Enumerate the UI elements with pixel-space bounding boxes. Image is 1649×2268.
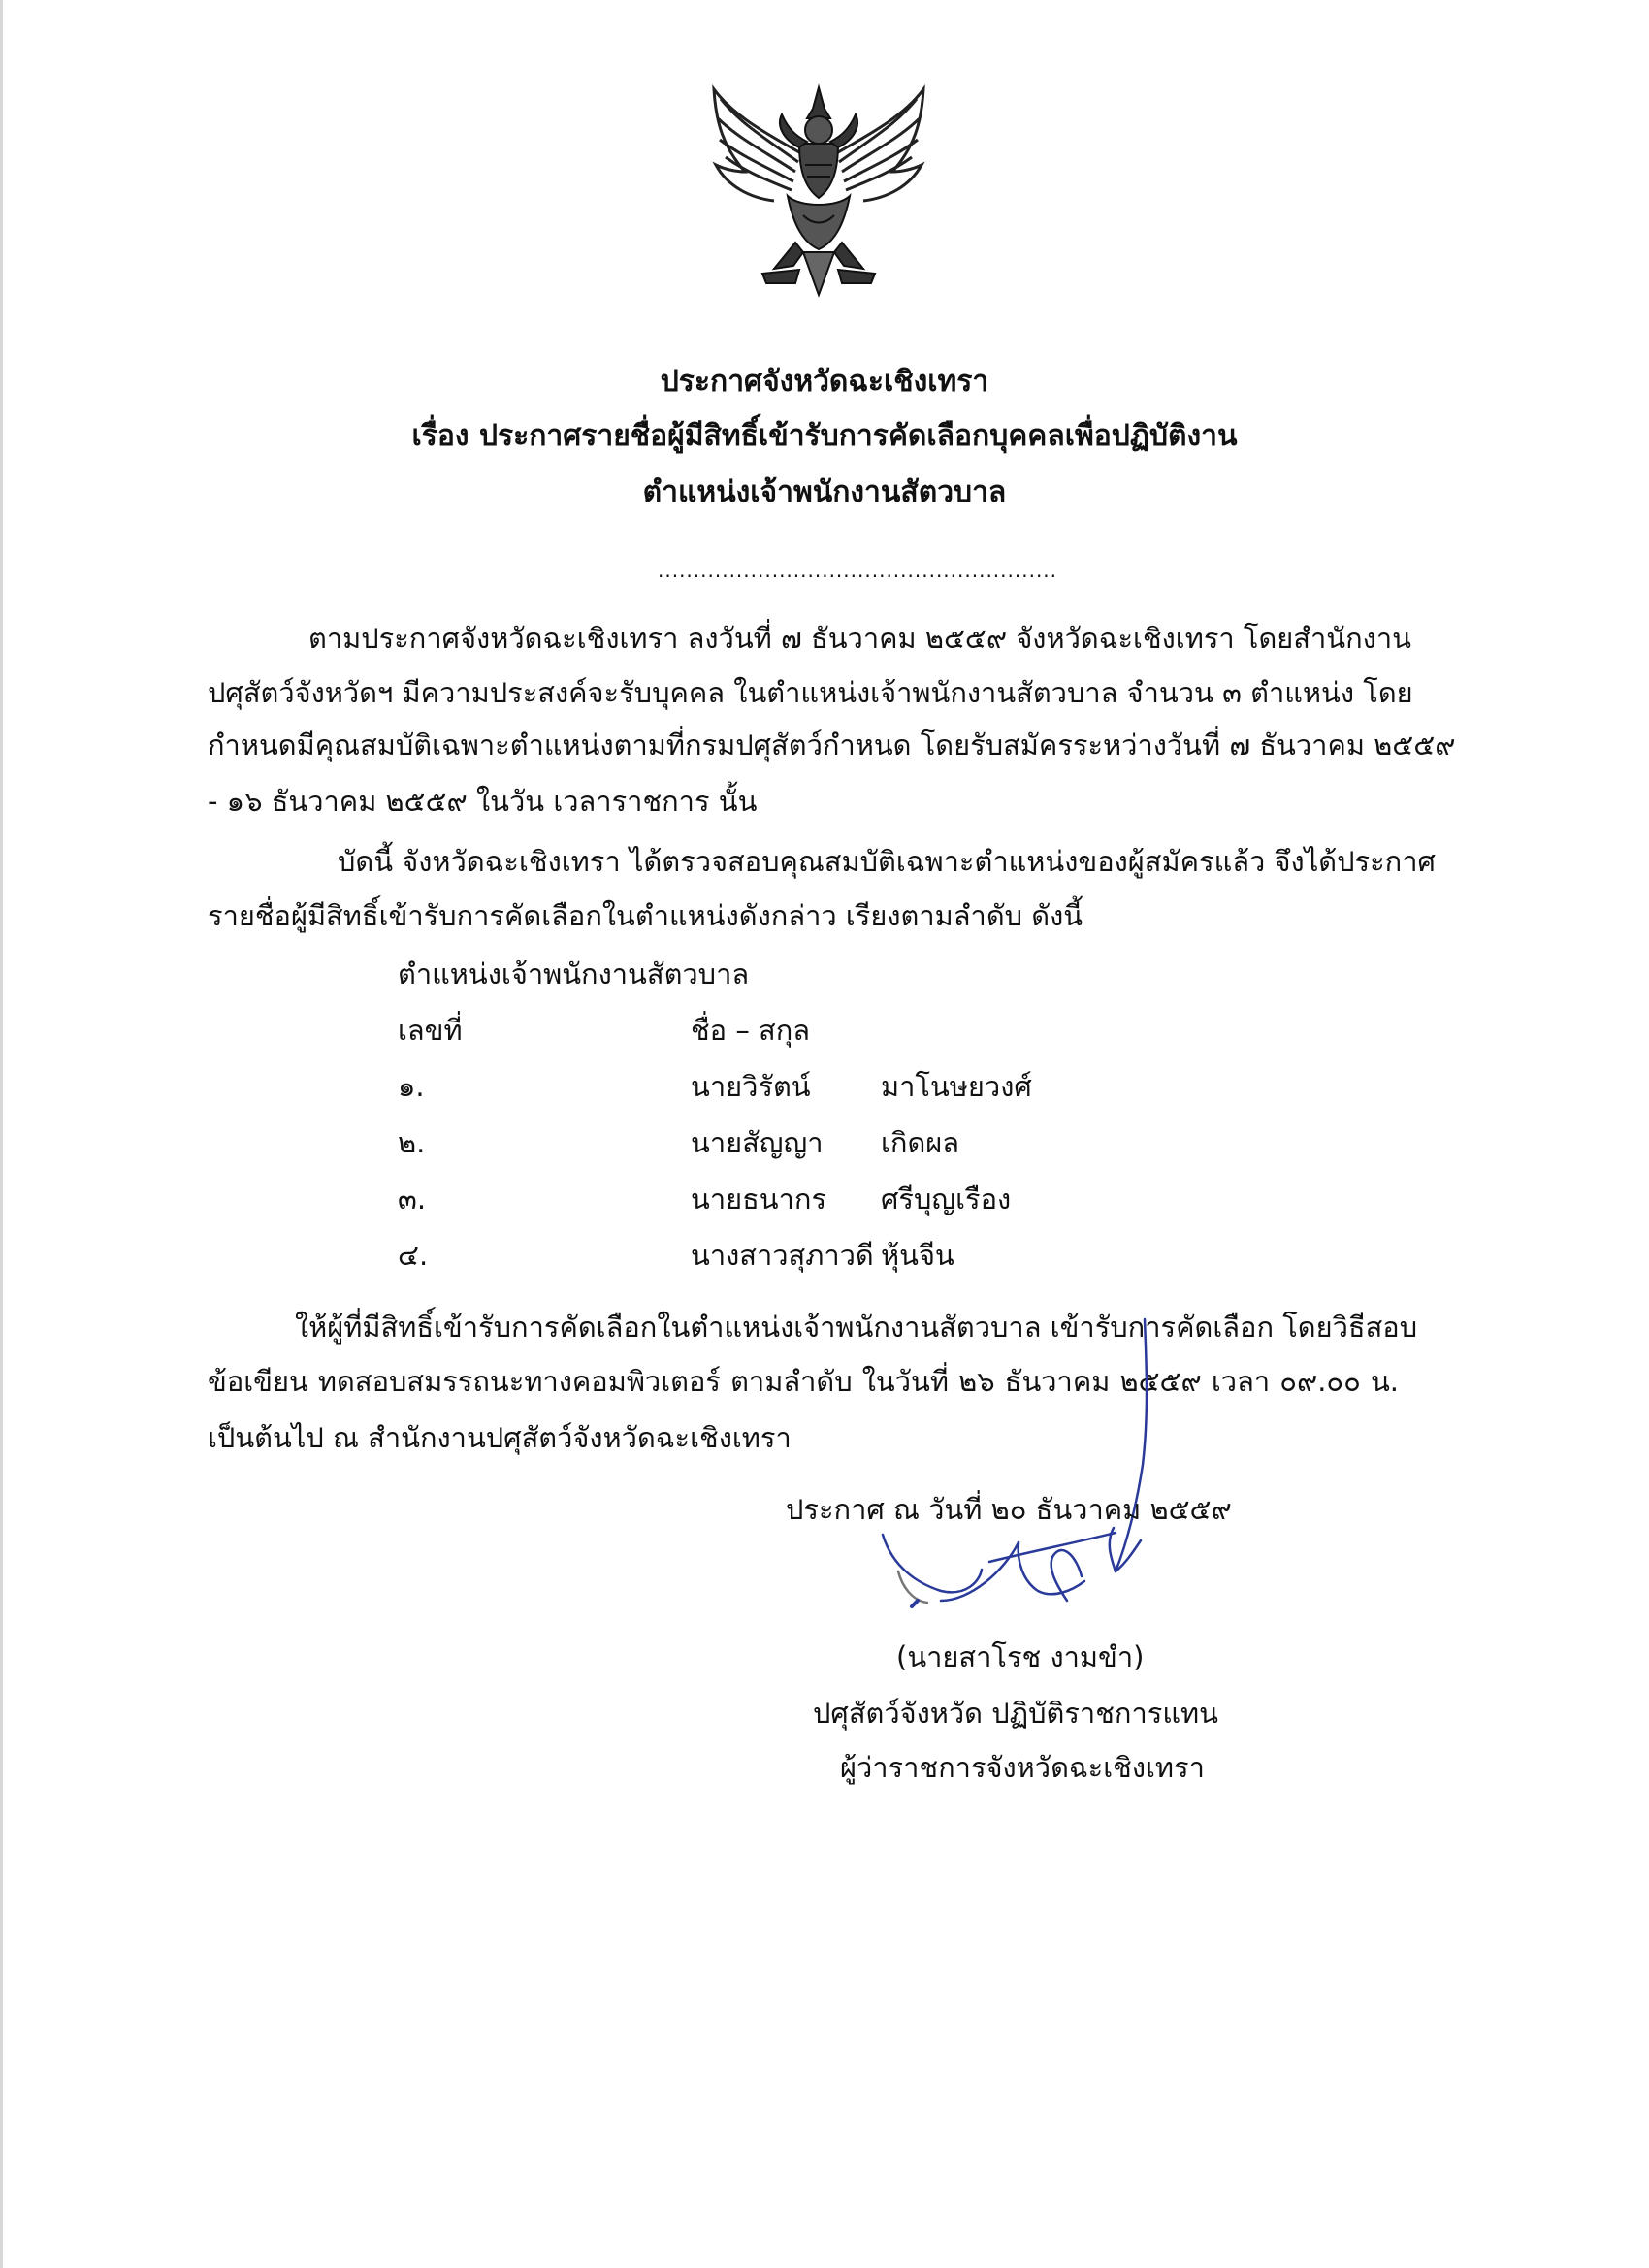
list-item-number: ๔.: [398, 1239, 429, 1272]
list-column-number: เลขที่: [398, 1014, 463, 1047]
announcement-date: ประกาศ ณ วันที่ ๒๐ ธันวาคม ๒๕๕๙: [786, 1493, 1232, 1526]
signature-icon: [873, 1310, 1183, 1630]
paragraph-3-line-1: ให้ผู้ที่มีสิทธิ์เข้ารับการคัดเลือกในตำแหน่งเจ้าพนักงานสัตวบาล เข้ารับการคัดเลือก โดยวิธีสอบ: [295, 1311, 1418, 1344]
list-item-number: ๓.: [398, 1183, 427, 1215]
paragraph-1-line-1: ตามประกาศจังหวัดฉะเชิงเทรา ลงวันที่ ๗ ธันวาคม ๒๕๕๙ จังหวัดฉะเชิงเทรา โดยสำนักงาน: [308, 622, 1411, 655]
list-heading: ตำแหน่งเจ้าพนักงานสัตวบาล: [398, 957, 750, 990]
list-item-last-name: เกิดผล: [881, 1126, 960, 1159]
paragraph-1-line-3: กำหนดมีคุณสมบัติเฉพาะตำแหน่งตามที่กรมปศุสัตว์กำหนด โดยรับสมัครระหว่างวันที่ ๗ ธันวาคม ๒๕๕๙: [208, 729, 1456, 761]
list-item-first-name: นายธนากร: [691, 1183, 827, 1215]
announcement-position: ตำแหน่งเจ้าพนักงานสัตวบาล: [642, 475, 1007, 509]
signer-title: ปศุสัตว์จังหวัด ปฏิบัติราชการแทน: [813, 1697, 1218, 1730]
paragraph-3-line-3: เป็นต้นไป ณ สำนักงานปศุสัตว์จังหวัดฉะเชิงเทรา: [208, 1421, 792, 1454]
paragraph-1-line-4: - ๑๖ ธันวาคม ๒๕๕๙ ในวัน เวลาราชการ นั้น: [208, 785, 758, 818]
garuda-emblem-icon: [706, 80, 931, 298]
list-column-name: ชื่อ – สกุล: [691, 1014, 811, 1047]
announcement-subject: เรื่อง ประกาศรายชื่อผู้มีสิทธิ์เข้ารับการคัดเลือกบุคคลเพื่อปฏิบัติงาน: [411, 419, 1238, 453]
list-item-first-name: นายวิรัตน์: [691, 1070, 811, 1103]
announcement-title: ประกาศจังหวัดฉะเชิงเทรา: [660, 365, 989, 399]
list-item-number: ๒.: [398, 1126, 426, 1159]
list-item-first-name: นางสาวสุภาวดี: [691, 1239, 874, 1272]
signer-office: ผู้ว่าราชการจังหวัดฉะเชิงเทรา: [840, 1751, 1205, 1784]
paragraph-2-line-2: รายชื่อผู้มีสิทธิ์เข้ารับการคัดเลือกในตำแหน่งดังกล่าว เรียงตามลำดับ ดังนี้: [208, 899, 1083, 932]
list-item-number: ๑.: [398, 1070, 425, 1103]
header-divider: ........................................................: [658, 559, 1058, 582]
signer-name: (นายสาโรช งามขำ): [896, 1640, 1145, 1673]
paragraph-2-line-1: บัดนี้ จังหวัดฉะเชิงเทรา ได้ตรวจสอบคุณสมบัติเฉพาะตำแหน่งของผู้สมัครแล้ว จึงได้ประกาศ: [338, 845, 1436, 878]
list-item-last-name: มาโนษยวงศ์: [881, 1070, 1032, 1103]
paragraph-3-line-2: ข้อเขียน ทดสอบสมรรถนะทางคอมพิวเตอร์ ตามลำดับ ในวันที่ ๒๖ ธันวาคม ๒๕๕๙ เวลา ๐๙.๐๐ น.: [208, 1365, 1399, 1398]
list-item-last-name: หุ้นจีน: [881, 1239, 954, 1272]
list-item-first-name: นายสัญญา: [691, 1126, 824, 1159]
scan-edge: [0, 0, 3, 2268]
list-item-last-name: ศรีบุญเรือง: [881, 1183, 1012, 1215]
paragraph-1-line-2: ปศุสัตว์จังหวัดฯ มีความประสงค์จะรับบุคคล ในตำแหน่งเจ้าพนักงานสัตวบาล จำนวน ๓ ตำแหน่ง โดย: [208, 676, 1413, 709]
